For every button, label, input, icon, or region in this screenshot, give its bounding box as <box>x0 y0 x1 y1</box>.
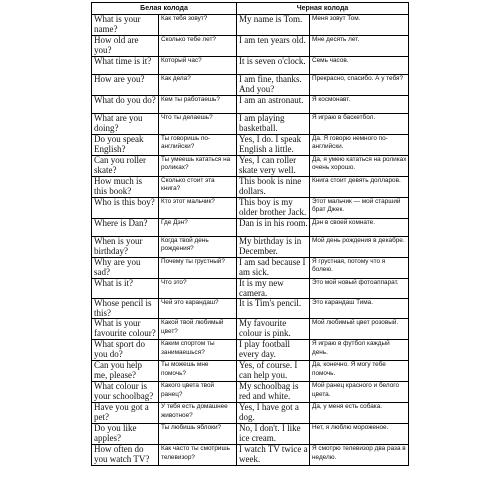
white-question-ru: Как тебя зовут? <box>159 15 237 36</box>
black-answer-ru: Прекрасно, спасибо. А у тебя? <box>310 75 409 96</box>
table-row <box>92 219 409 237</box>
black-answer-en: Yes, I can roller skate very well. <box>237 156 310 177</box>
white-question-en: What colour is your schoolbag? <box>92 382 159 403</box>
white-question-en: What are you doing? <box>92 114 159 135</box>
white-question-ru: Кем ты работаешь? <box>159 96 237 114</box>
white-question-ru: Ты умеешь кататься на роликах? <box>159 156 237 177</box>
black-answer-ru: Да. Я говорю немного по-английски. <box>310 135 409 156</box>
table-row <box>92 135 409 156</box>
black-answer-ru: Книга стоит девять долларов. <box>310 177 409 198</box>
black-answer-en: Yes, of course. I can help you. <box>237 361 310 382</box>
table-row <box>92 114 409 135</box>
white-question-en: Do you speak English? <box>92 135 159 156</box>
table-row <box>92 319 409 340</box>
white-question-en: Can you roller skate? <box>92 156 159 177</box>
white-question-en: Who is this boy? <box>92 198 159 219</box>
table-row <box>92 279 409 299</box>
table-row <box>92 382 409 403</box>
black-answer-ru: Да, я умею кататься на роликах очень хорошо. <box>310 156 409 177</box>
white-question-en: What is your favourite colour? <box>92 319 159 340</box>
black-answer-ru: Это карандаш Тима. <box>310 299 409 319</box>
black-answer-en: It is Tim's pencil. <box>237 299 310 319</box>
white-question-ru: Сколько тебе лет? <box>159 36 237 57</box>
black-answer-en: It is my new camera. <box>237 279 310 299</box>
white-question-en: How much is this book? <box>92 177 159 198</box>
table-row <box>92 361 409 382</box>
black-answer-en: My birthday is in December. <box>237 237 310 258</box>
black-answer-en: This book is nine dollars. <box>237 177 310 198</box>
white-question-ru: Что ты делаешь? <box>159 114 237 135</box>
table-row <box>92 15 409 36</box>
table-row <box>92 258 409 279</box>
white-question-en: How are you? <box>92 75 159 96</box>
table-row <box>92 96 409 114</box>
white-question-en: What sport do you do? <box>92 340 159 361</box>
table-row <box>92 424 409 445</box>
table-row <box>92 198 409 219</box>
black-answer-ru: Мой любимый цвет розовый. <box>310 319 409 340</box>
black-answer-en: I watch TV twice a week. <box>237 445 310 466</box>
black-answer-ru: Я играю в футбол каждый день. <box>310 340 409 361</box>
black-answer-ru: Этот мальчик — мой старший брат Джек. <box>310 198 409 219</box>
black-answer-ru: Дэн в своей комнате. <box>310 219 409 237</box>
table-row <box>92 299 409 319</box>
black-answer-ru: Мой день рождения в декабре. <box>310 237 409 258</box>
table-row <box>92 75 409 96</box>
black-answer-ru: Нет, я люблю мороженое. <box>310 424 409 445</box>
black-answer-en: I play football every day. <box>237 340 310 361</box>
phrase-table <box>91 2 409 466</box>
black-answer-en: I am ten years old. <box>237 36 310 57</box>
black-answer-ru: Я грустная, потому что я болею. <box>310 258 409 279</box>
black-answer-en: My schoolbag is red and white. <box>237 382 310 403</box>
white-question-ru: Который час? <box>159 57 237 75</box>
white-question-en: Why are you sad? <box>92 258 159 279</box>
white-question-en: Can you help me, please? <box>92 361 159 382</box>
white-question-en: What time is it? <box>92 57 159 75</box>
white-question-en: How often do you watch TV? <box>92 445 159 466</box>
table-row <box>92 57 409 75</box>
black-answer-ru: Я смотрю телевизор два раза в неделю. <box>310 445 409 466</box>
white-question-en: What do you do? <box>92 96 159 114</box>
white-question-en: Do you like apples? <box>92 424 159 445</box>
white-question-ru: Когда твой день рождения? <box>159 237 237 258</box>
white-question-en: Have you got a pet? <box>92 403 159 424</box>
table-row <box>92 177 409 198</box>
white-question-ru: Чей это карандаш? <box>159 299 237 319</box>
table-row <box>92 340 409 361</box>
white-question-en: What is it? <box>92 279 159 299</box>
black-answer-ru: Меня зовут Том. <box>310 15 409 36</box>
white-question-ru: Каким спортом ты занимаешься? <box>159 340 237 361</box>
black-answer-en: This boy is my older brother Jack. <box>237 198 310 219</box>
white-question-en: Whose pencil is this? <box>92 299 159 319</box>
black-answer-ru: Я космонавт. <box>310 96 409 114</box>
white-question-ru: Кто этот мальчик? <box>159 198 237 219</box>
black-answer-en: My name is Tom. <box>237 15 310 36</box>
black-answer-en: I am fine, thanks. And you? <box>237 75 310 96</box>
white-question-en: How old are you? <box>92 36 159 57</box>
table-row <box>92 403 409 424</box>
black-answer-ru: Да, у меня есть собака. <box>310 403 409 424</box>
white-question-ru: Где Дэн? <box>159 219 237 237</box>
black-answer-ru: Мне десять лет. <box>310 36 409 57</box>
table-row <box>92 156 409 177</box>
white-question-ru: Сколько стоит эта книга? <box>159 177 237 198</box>
black-answer-en: I am playing basketball. <box>237 114 310 135</box>
white-question-ru: Какого цвета твой ранец? <box>159 382 237 403</box>
white-question-ru: Как часто ты смотришь телевизор? <box>159 445 237 466</box>
white-question-ru: Почему ты грустный? <box>159 258 237 279</box>
phrase-rows <box>92 15 409 466</box>
white-question-ru: Ты можешь мне помочь? <box>159 361 237 382</box>
black-answer-en: I am sad because I am sick. <box>237 258 310 279</box>
vocabulary-card-sheet <box>91 2 408 466</box>
white-question-en: Where is Dan? <box>92 219 159 237</box>
black-answer-ru: Я играю в баскетбол. <box>310 114 409 135</box>
header-row <box>92 3 409 15</box>
black-answer-en: Yes, I have got a dog. <box>237 403 310 424</box>
table-row <box>92 36 409 57</box>
white-question-ru: Какой твой любимый цвет? <box>159 319 237 340</box>
black-answer-en: No, I don't. I like ice cream. <box>237 424 310 445</box>
black-answer-en: I am an astronaut. <box>237 96 310 114</box>
white-question-ru: Ты любишь яблоки? <box>159 424 237 445</box>
black-answer-ru: Мой ранец красного и белого цвета. <box>310 382 409 403</box>
table-row <box>92 445 409 466</box>
black-answer-ru: Это мой новый фотоаппарат. <box>310 279 409 299</box>
black-answer-ru: Да, конечно. Я могу тебе помочь. <box>310 361 409 382</box>
white-question-ru: У тебя есть домашнее животное? <box>159 403 237 424</box>
black-answer-en: Yes, I do. I speak English a little. <box>237 135 310 156</box>
white-deck-header: Белая колода <box>92 3 237 15</box>
table-row <box>92 237 409 258</box>
black-answer-en: Dan is in his room. <box>237 219 310 237</box>
white-question-en: What is your name? <box>92 15 159 36</box>
black-answer-en: It is seven o'clock. <box>237 57 310 75</box>
black-answer-en: My favourite colour is pink. <box>237 319 310 340</box>
black-answer-ru: Семь часов. <box>310 57 409 75</box>
black-deck-header: Черная колода <box>237 3 409 15</box>
white-question-en: When is your birthday? <box>92 237 159 258</box>
white-question-ru: Как дела? <box>159 75 237 96</box>
white-question-ru: Ты говоришь по-английски? <box>159 135 237 156</box>
white-question-ru: Что это? <box>159 279 237 299</box>
